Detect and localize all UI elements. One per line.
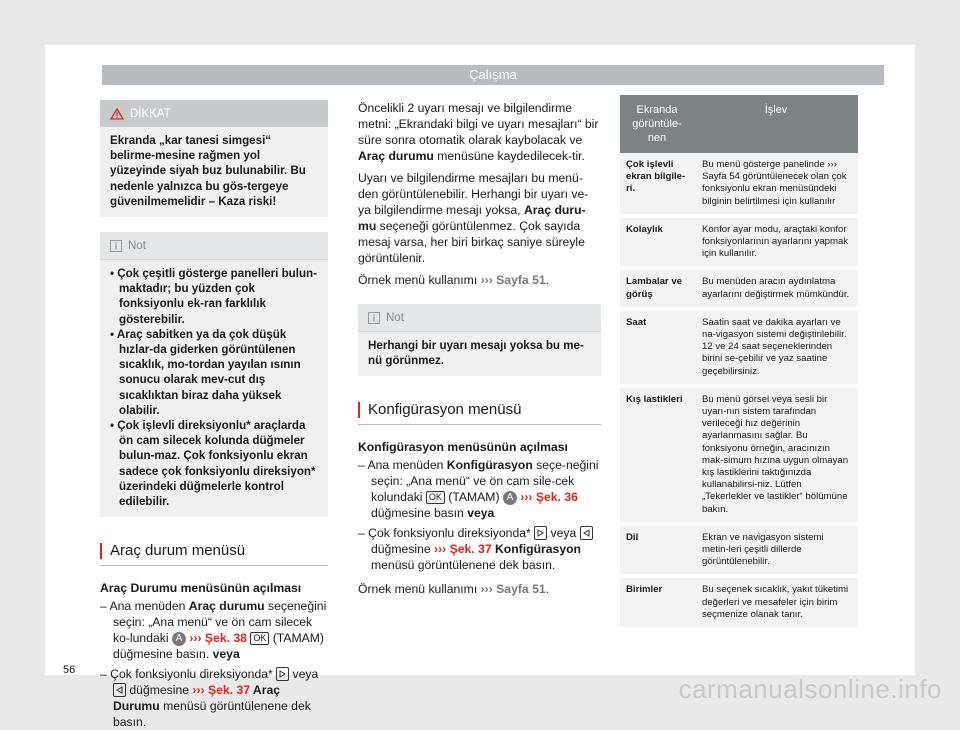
note-box-2 bbox=[358, 304, 601, 376]
table-row: Lambalar ve görüş Bu menüden aracın aydınlatma ayarlarını değiştirmek mümkündür. bbox=[620, 270, 858, 310]
figure-label-a-badge: A bbox=[172, 632, 186, 646]
note-bullet: • Araç sabitken ya da çok düşük hızlar-da giderken görüntülenen sıcaklık, mo-tordan yayılan ısının sonucu olarak mev-cut dış sıcaklıktan biraz daha yüksek olabilir. bbox=[110, 327, 301, 417]
watermark: carmanualsonline.info bbox=[678, 674, 942, 704]
figure-ref-link[interactable]: Şek. 37 bbox=[207, 683, 250, 698]
left-arrow-key-icon bbox=[580, 526, 593, 540]
table-row: Birimler Bu seçenek sıcaklık, yakıt tüketimi değerleri ve mesafeler için birim seçmenize olanak tanır. bbox=[620, 578, 858, 631]
section-title-vehicle-status: Araç durum menüsü bbox=[100, 543, 328, 566]
table-row: Kış lastikleri Bu menü görsel veya sesli bir uyarı-nın sistem tarafından verileceği hız değerinin ayarlanmasını sağlar. Bu fonksiyonu örneğin, aracınızın mak-simum hızına uygun olmayan kış lastiklerini taktığınızda kullanabilirsi-niz. Lütfen „Tekerlekler ve lastikler“ bölümüne bakın. bbox=[620, 388, 858, 526]
column-middle bbox=[358, 100, 601, 597]
subhead-configuration: Konfigürasyon menüsünün açılması bbox=[358, 440, 568, 455]
config-table bbox=[620, 95, 858, 631]
table-row: Dil Ekran ve navigasyon sistemi metin-leri çeşitli dillerde görüntülenebilir. bbox=[620, 526, 858, 579]
paragraph-1: Öncelikli 2 uyarı mesajı ve bilgilendirme metni: „Ekrandaki bilgi ve uyarı mesajları“ bir süre sonra otomatik olarak kaybolacak ve Araç durumu menüsüne kaydedilecek-tir. bbox=[358, 101, 599, 163]
step-vehicle-status-1: – Ana menüden Araç durumu seçeneğini seçin: „Ana menü“ ve ön cam silecek ko-lundaki A ››› Şek. 38 OK (TAMAM) düğmesine basın. veya bbox=[100, 599, 327, 662]
note-body-1 bbox=[100, 260, 328, 517]
table-header bbox=[620, 95, 858, 153]
paragraph-4: Örnek menü kullanımı ››› Sayfa 51. bbox=[358, 582, 550, 597]
note-bullet: • Çok işlevli direksiyonlu* araçlarda ön cam silecek kolunda düğmeler bulun-maz. Çok fonksiyonlu ekran sadece çok fonksiyonlu direksiyon* üzerindeki düğmelerle kontrol edilebilir. bbox=[110, 419, 316, 509]
figure-label-a-badge: A bbox=[503, 491, 517, 505]
figure-ref-link[interactable]: Şek. 36 bbox=[535, 490, 578, 505]
note-label-2: Not bbox=[386, 312, 404, 324]
note-box-1 bbox=[100, 232, 328, 517]
section-title-configuration: Konfigürasyon menüsü bbox=[358, 402, 601, 425]
table-header-cell: Ekranda görüntüle-nen bbox=[632, 104, 682, 144]
warning-triangle-icon bbox=[110, 108, 124, 120]
page-header-title: Çalışma bbox=[102, 65, 884, 85]
right-arrow-key-icon bbox=[276, 667, 289, 681]
left-arrow-key-icon bbox=[113, 683, 126, 697]
step-configuration-2: – Çok fonksiyonlu direksiyonda* veya düğmesine ››› Şek. 37 Konfigürasyon menüsü görüntülenene dek basın. bbox=[358, 525, 601, 573]
note-header-2 bbox=[358, 304, 601, 332]
paragraph-2: Uyarı ve bilgilendirme mesajları bu menü-den görüntülenebilir. Herhangi bir uyarı ve-ya bilgilendirme mesajı yoksa, Araç duru-mu seçeneği görüntülenmez. Çok sayıda mesaj varsa, her biri birkaç saniye süreyle görüntülenir. bbox=[358, 171, 589, 265]
ok-key-icon: OK bbox=[250, 632, 269, 645]
note-text-2: Herhangi bir uyarı mesajı yoksa bu me-nü görünmez. bbox=[368, 339, 584, 368]
table-header-cell: İşlev bbox=[764, 104, 788, 116]
step-vehicle-status-2: – Çok fonksiyonlu direksiyonda* veya düğmesine ››› Şek. 37 Araç Durumu menüsü görüntülenene dek basın. bbox=[100, 667, 319, 730]
table-row: Kolaylık Konfor ayar modu, araçtaki konfor fonksiyonlarının ayarlarını yapmak için kullanılır. bbox=[620, 218, 858, 271]
paragraph-3: Örnek menü kullanımı ››› Sayfa 51. bbox=[358, 273, 550, 287]
warning-text: Ekranda „kar tanesi simgesi“ belirme-mesine rağmen yol yüzeyinde siyah buz bulunabilir. Bu nedenle yalnızca bu gös-tergeye güvenilmemelidir – Kaza riski! bbox=[110, 134, 306, 208]
table-row: Saat Saatin saat ve dakika ayarları ve na-vigasyon sistemi değiştirilebilir. 12 ve 24 saat seçeneklerinden birini se-çebilir ve yaz saatine geçebilirsiniz. bbox=[620, 311, 858, 388]
note-header-1 bbox=[100, 232, 328, 260]
table-row: Çok işlevli ekran bilgile-ri. Bu menü gösterge panelinde ››› Sayfa 54 görüntülenecek olan çok fonksiyonlu ekran menüsündeki bilginin belirtilmesi için kullanılır bbox=[620, 153, 858, 218]
right-arrow-key-icon bbox=[534, 526, 547, 540]
page-ref-link[interactable]: Sayfa 51 bbox=[492, 582, 546, 597]
warning-label: DİKKAT bbox=[130, 108, 171, 120]
page-number: 56 bbox=[63, 664, 76, 676]
page-ref-link[interactable]: Sayfa 51 bbox=[492, 273, 546, 287]
warning-header bbox=[100, 100, 328, 127]
note-bullet: • Çok çeşitli gösterge panelleri bulun-maktadır; bu yüzden çok fonksiyonlu ek-ran farklılık gösterebilir. bbox=[110, 267, 317, 326]
step-configuration-1: – Ana menüden Konfigürasyon seçe-neğini seçin: „Ana menü“ ve ön cam sile-cek kolundaki OK (TAMAM) A ››› Şek. 36 düğmesine basın veya bbox=[358, 458, 599, 521]
figure-ref-link[interactable]: Şek. 38 bbox=[204, 631, 247, 646]
column-left bbox=[100, 100, 328, 730]
note-label-1: Not bbox=[128, 240, 146, 253]
subhead-vehicle-status: Araç Durumu menüsünün açılması bbox=[100, 581, 302, 596]
figure-ref-link[interactable]: Şek. 37 bbox=[449, 542, 492, 557]
ok-key-icon: OK bbox=[426, 491, 445, 504]
info-icon bbox=[368, 312, 380, 324]
warning-box bbox=[100, 100, 328, 217]
info-icon bbox=[110, 240, 122, 252]
